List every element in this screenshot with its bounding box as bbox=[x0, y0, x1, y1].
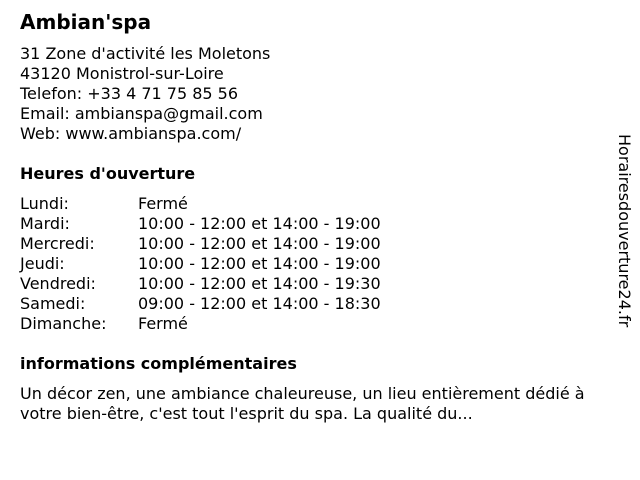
hours-value: Fermé bbox=[138, 314, 188, 333]
day-label: Samedi: bbox=[20, 294, 86, 313]
hours-row-jeudi bbox=[20, 254, 381, 274]
opening-hours-table bbox=[20, 194, 381, 334]
hours-value: 10:00 - 12:00 et 14:00 - 19:00 bbox=[138, 254, 381, 273]
hours-value: 10:00 - 12:00 et 14:00 - 19:30 bbox=[138, 274, 381, 293]
business-description: Un décor zen, une ambiance chaleureuse, un lieu entièrement dédié à votre bien-être, c'est tout l'esprit du spa. La qualité du... bbox=[20, 384, 585, 423]
day-label: Vendredi: bbox=[20, 274, 96, 293]
day-label: Jeudi: bbox=[20, 254, 65, 273]
day-label: Mercredi: bbox=[20, 234, 95, 253]
watermark-text: Horairesdouverture24.fr bbox=[615, 134, 634, 328]
address-line-1: 31 Zone d'activité les Moletons bbox=[20, 44, 271, 63]
website-address: Web: www.ambianspa.com/ bbox=[20, 124, 242, 143]
hours-row-vendredi bbox=[20, 274, 381, 294]
hours-value: Fermé bbox=[138, 194, 188, 213]
site-watermark bbox=[614, 134, 634, 346]
day-label: Lundi: bbox=[20, 194, 69, 213]
hours-value: 09:00 - 12:00 et 14:00 - 18:30 bbox=[138, 294, 381, 313]
address-line-2: 43120 Monistrol-sur-Loire bbox=[20, 64, 224, 83]
hours-row-mardi bbox=[20, 214, 381, 234]
business-name: Ambian'spa bbox=[20, 10, 152, 34]
additional-info-heading: informations complémentaires bbox=[20, 354, 297, 373]
opening-hours-heading: Heures d'ouverture bbox=[20, 164, 196, 183]
email-address: Email: ambianspa@gmail.com bbox=[20, 104, 263, 123]
phone-number: Telefon: +33 4 71 75 85 56 bbox=[20, 84, 239, 103]
contact-block bbox=[20, 44, 270, 144]
day-label: Dimanche: bbox=[20, 314, 107, 333]
hours-value: 10:00 - 12:00 et 14:00 - 19:00 bbox=[138, 214, 381, 233]
hours-row-mercredi bbox=[20, 234, 381, 254]
day-label: Mardi: bbox=[20, 214, 70, 233]
hours-row-lundi bbox=[20, 194, 381, 214]
hours-row-dimanche bbox=[20, 314, 381, 334]
hours-value: 10:00 - 12:00 et 14:00 - 19:00 bbox=[138, 234, 381, 253]
hours-row-samedi bbox=[20, 294, 381, 314]
